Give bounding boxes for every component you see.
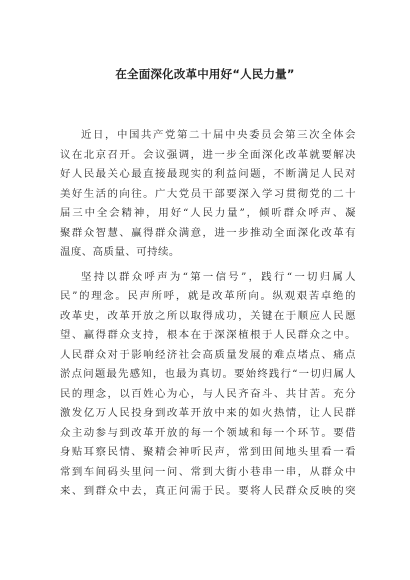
text-line: 美好生活的向往。广大党员干部要深入学习贯彻党的二十 [60,187,356,200]
text-line: 民的理念，以百姓心为心，与人民齐奋斗、共甘苦。充分 [60,387,356,400]
paragraph-2 [60,268,356,502]
text-line: 聚群众智慧、赢得群众满意，进一步推动全面深化改革有 [60,226,356,239]
text-line: 望、赢得群众支持，根本在于深深植根于人民群众之中。 [60,329,356,341]
text-line: 温度、高质量、可持续。 [60,246,180,258]
text-line: 坚持以群众呼声为“第一信号”，践行“一切归属人 [81,270,356,283]
text-line: 淤点问题最先感知，也最为真切。要始终践行“一切归属人 [60,368,356,380]
text-line: 人民群众对于影响经济社会高质量发展的难点堵点、痛点 [60,348,356,361]
text-line: 激发亿万人民投身到改革开放中来的如火热情，让人民群 [60,407,356,419]
text-line: 民”的理念。民声所呼，就是改革所向。纵观艰苦卓绝的 [60,290,356,302]
text-line: 来、到群众中去，真正问需于民。要将人民群众反映的突 [60,485,356,497]
text-line: 议在北京召开。会议强调，进一步全面深化改革就要解决 [60,148,356,161]
text-line: 届三中全会精神，用好“人民力量”，倾听群众呼声、凝 [60,207,356,219]
article-title: 在全面深化改革中用好“人民力量” [115,67,295,81]
text-line: 近日，中国共产党第二十届中央委员会第三次全体会 [81,129,356,141]
paragraph-1 [60,126,356,263]
text-line: 好人民最关心最直接最现实的利益问题，不断满足人民对 [60,168,356,180]
text-line: 常到车间码头里问一问、常到大街小巷串一串，从群众中 [60,465,356,478]
text-line: 改革史，改革开放之所以取得成功，关键在于顺应人民愿 [60,309,356,322]
text-line: 身贴耳察民情、聚精会神听民声，常到田间地头里看一看 [60,446,356,458]
article-body [60,126,356,502]
text-line: 众主动参与到改革开放的每一个领域和每一个环节。要借 [60,426,356,439]
